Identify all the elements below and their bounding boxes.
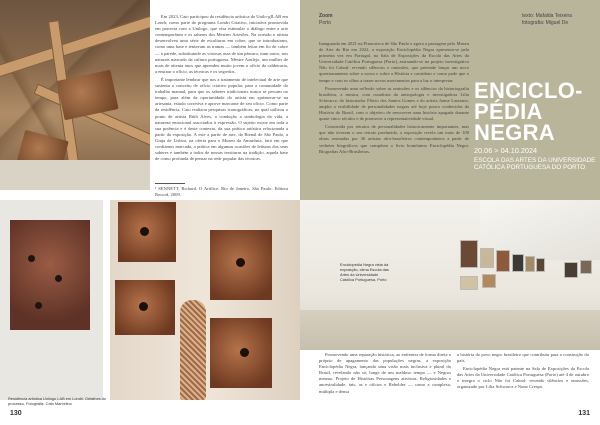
article-title: ENCICLO-PÉDIA NEGRA [474,78,583,145]
intro-paragraph-1: Em 2023, Cato participou da residência artística da Unilo-gILAB em Londr, como parte do programa Londri Criativo, iniciativa promovida em parceria com a Unilogo, que visa estimular o diálogo entre a arte contemporânea e os saberes dos Mestres Artesões. Na ocasião o artista desenvolveu uma série de esculturas em cobre, que se introduziram, como uma base e tentavam as tramas — também feitas em fio de cobre — à parede, substituindo as vistosas asas de um pássaro, num outro, nos naturais marcado da cultura portuguesa. Mestre Azulejo, um mulher de mais de oitenta anos que aprendeu muito jovem o ofício da caldeiraria, a ensinar o ofício, as técnicas e os segredos. [155,14,288,74]
exhibition-dates: 20.06 > 04.10.2024 [474,146,538,155]
credits [522,13,572,26]
bottom-right-paragraph-1: a história do povo negro brasileiro que contribuiu para a construção do país. [457,352,589,364]
intro-paragraph-2: É importante lembrar que nos a tratamento de intelectual de arte que sustenta o conceito de ofício criativo popular, para a comunidade do trabalho manual, para que os saberes tradicionais nunca se percam no tempo, para além da oportunidade do artista em aprimorar-se na artesania, estudo corretiva e aprove marcante de seu ofício. Como parte da residência, Cato realizou pesquisas iconográficas, no qual utilizou o ponto de artista Rüth Alves, a condução a simbologia da vida, a natureza emocional associados à expressão. O sujeito existe em toda a sua potência e é deste contexto, da sua prática artística relacionada a partir da exposição. A este a partir de arte, da Bienal de São Paulo, a Ginja de Lisboa, na oferta para o Museu da Amazônia, fará em que confiamos marcada, a prática em algumas ocasiões de leituras dos seus saberes e também a todos de nossas tessituras na tradição, aquela base de como profunda de pensar na rede popular das técnicas. [155,76,288,162]
bottom-right-paragraph-2: Enciclopédia Negra está patente na Sala de Exposições da Escola das Artes da Universidade Católica Portuguesa (Porto) até 4 de outubro e integra o ciclo Não foi Cabral: revendo silêncios e omissões, organizado por Lilia Schwarcz e Nuno Crespo. [457,366,589,390]
gallery-caption: Enciclopédia Negra vista da exposição, clima Escola das Artes da Universidade Católica Portuguesa, Porto [340,262,389,282]
body-paragraph-1: Inaugurada em 2021 na Pinacoteca de São Paulo e agora a passagem pelo Museu de Arte do Rio em 2022, a exposição Enciclopédia Negra apresenta-se pela primeira vez em Portugal, na Sala de Exposições da Escola das Artes da Universidade Católica Portuguesa (Porto), assinando-se no projeto investigativo Não foi Cabral: revendo silêncios e omissões, que pretende lançar um novo questionamento sobre o nosso e sobre a História e contribuir e como pode que o tempo e com os olhos a trazer novos movimentos para a luz o interpretar. [319,41,469,83]
article-body-bottom-right [457,352,589,393]
workshop-photo [0,0,150,190]
body-paragraph-3: Construída por retratos de personalidades historicamente importantes, mas que não tiveram o seu retrato produzido, a exposição revela um mais de 100 obras assinadas por 36 artistas afro-brasileiros contemporâneos a partir de verbetes biográficos que compõem o livro homônimo Enciclopédia Negra: Biografias Afro-Brasileiras. [319,124,469,154]
article-body-top [319,41,469,157]
page-number-left: 130 [10,410,22,417]
residency-caption: Residência artística Unilogo LAB em Londri. Detalhes do processo. Fotografia: Cato Marcelino [8,396,106,406]
credit-text: texto: Mafalda Teixeira [522,13,572,19]
page-number-right: 131 [578,410,590,417]
article-body-bottom-left [319,352,451,397]
bottom-left-paragraph: Promovendo uma reparação histórica, ao enfrentar de forma direta o próprio de apagamento das populações negras, a exposição Enciclopédia Negra, lançando uma visão mais inclusiva e plural do Brasil, revelando não só, longe de um maldoso tempo — e Negros mesmo, Projeto de Histórias Personagens ativistas, Religiosidades e ancestralidade, tais, as e ofícios e Rebeldes — como a complexa, múltipla e densa [319,352,451,394]
section-label [319,13,333,26]
footnote-rule [155,183,185,184]
footnote: ¹ SENNETT, Richard. O Artífice. Rio de Janeiro, São Paulo: Editora Record, 2009. [155,186,288,198]
section-zoom: Zoom [319,13,333,19]
section-city: Porto [319,19,331,26]
copper-wall-photo [0,200,103,400]
copper-plate [10,220,90,330]
credit-photo: fotografia: Miguel De [522,19,569,26]
exhibition-venue: ESCOLA DAS ARTES DA UNIVERSIDADE CATÓLICA PORTUGUESA DO PORTO [474,157,596,172]
intro-text [155,14,288,164]
body-paragraph-2: Promovendo uma reflexão sobre as omissões e os silêncios da historiografia brasileira, a mostra, com curadoria da antropologia e investigadora Lilia Schwarcz, do historiador Flávio dos Santos Gomes e do artista Jaime Lauriano, amplia a visibilidade de personalidades negras até hoje pouco conhecidas da História do Brasil, com o objetivo de reescrever uma história apagada durante quase cinco séculos e de promover a representatividade visual. [319,85,469,122]
right-page [300,0,600,425]
installation-photo [110,200,300,400]
